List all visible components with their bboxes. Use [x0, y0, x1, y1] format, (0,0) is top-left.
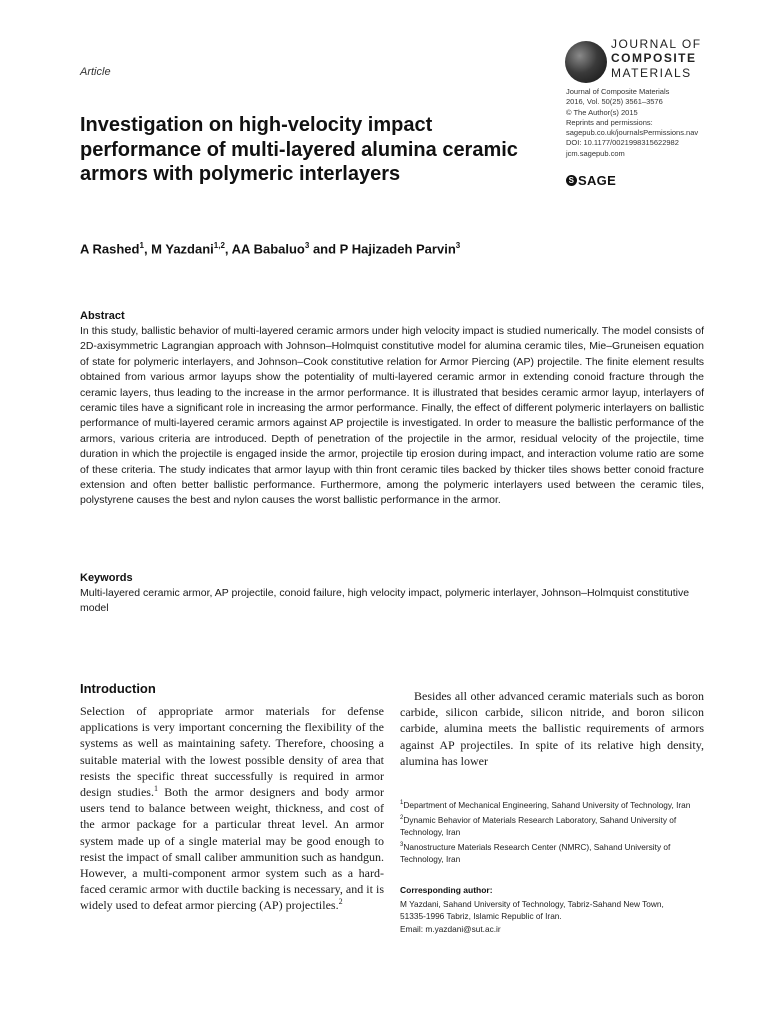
- author-separator: and: [309, 241, 340, 257]
- author-name: M Yazdani: [151, 241, 214, 257]
- author-separator: ,: [224, 241, 232, 257]
- corresponding-author-details: [400, 898, 706, 935]
- corresponding-author-heading: Corresponding author:: [400, 885, 493, 895]
- publication-info: [566, 87, 756, 159]
- pub-reprints-url[interactable]: sagepub.co.uk/journalsPermissions.nav: [566, 128, 699, 138]
- author-name: A Rashed: [80, 241, 140, 257]
- article-type-label: Article: [80, 66, 111, 78]
- pub-reprints: Reprints and permissions:: [566, 117, 653, 127]
- author-affiliation-ref: 1,2: [213, 241, 225, 250]
- author-list: [80, 241, 460, 256]
- introduction-left-column: [80, 703, 384, 914]
- affiliation-item: [400, 839, 706, 866]
- introduction-right-column: Besides all other advanced ceramic materials such as boron carbide, silicon carbide, silicon nitride, and boron silicon carbide, alumina meets the ballistic requirements of armors against AP projectiles. In spite of its relative high density, alumina has lower: [400, 689, 704, 768]
- author-affiliation-ref: 3: [455, 241, 461, 250]
- affiliation-number: 1: [400, 800, 404, 806]
- abstract-text: In this study, ballistic behavior of multi-layered ceramic armors under high velocity impact is studied numerically. The model consists of 2D-axisymmetric Lagrangian approach with Johnson–Holmquist constitutive model for alumina ceramic tiles, Mie–Gruneisen equation of state for polymeric interlayers, and Johnson–Cook constitutive relation for Armor Piercing (AP) projectile. The finite element results obtained from various armor layups show the potentiality of multi-layered ceramic armor in extending conoid fracture through the ceramic layers, thus leading to the increase in the armor performance. It is illustrated that besides ceramic armor layup, interlayers of ceramic tiles have a significant role in increasing the armor performance. Finally, the effect of different polymeric interlayers on ballistic performance of multi-layered ceramic armors against AP projectile is investigated. In order to measure the ballistic performance of the armors, various criteria are introduced. Depth of penetration of the projectile in the armor, residual velocity of the projectile, time duration in which the projectile is engaged inside the armor, projectile tip erosion during impact, and interaction volume ratio are some of these criteria. The study indicates that armor layup with thin front ceramic tiles backed by thicker tiles shows better conoid fracture extension and often better ballistic performance. Furthermore, among the polymeric interlayers used between the ceramic tiles, polystyrene causes the best and nylon causes the worst ballistic performance in the armor.: [80, 325, 704, 507]
- author-name: AA Babaluo: [231, 241, 305, 257]
- journal-logo-line2: COMPOSITE: [611, 51, 697, 65]
- pub-volume: 2016, Vol. 50(25) 3561–3576: [566, 97, 663, 107]
- affiliation-text: Nanostructure Materials Research Center (NMRC), Sahand University of Technology, Iran: [400, 841, 671, 865]
- citation-ref[interactable]: 2: [338, 897, 343, 907]
- corresponding-address-line: M Yazdani, Sahand University of Technology, Tabriz-Sahand New Town,: [400, 899, 664, 909]
- intro-paragraph-part: Selection of appropriate armor materials for defense applications is very important concerning the flexibility of the systems as well as maintaining safety. Therefore, choosing a suitable material with the lowest possible density of area that resists the specific threat successfully is required in armor design studies.: [80, 704, 384, 800]
- affiliations: [400, 797, 706, 866]
- author-name: P Hajizadeh Parvin: [339, 241, 456, 257]
- journal-logo-line3: MATERIALS: [611, 66, 692, 80]
- keywords-heading: Keywords: [80, 572, 133, 584]
- author-separator: ,: [143, 241, 152, 257]
- citation-ref[interactable]: 1: [153, 784, 158, 794]
- article-title: Investigation on high-velocity impact performance of multi-layered alumina ceramic armors with polymeric interlayers: [80, 114, 518, 185]
- pub-copyright: © The Author(s) 2015: [566, 107, 638, 117]
- affiliation-item: [400, 812, 706, 839]
- intro-paragraph-part: Both the armor designers and body armor users tend to balance between weight, thickness, and cost of the armor package for a particular threat level. An armor system made up of a single material may be good enough to resist the impact of small caliber ammunition such as handgun. However, a multi-component armor system such as a hard-faced ceramic armor with ductile backing is necessary, and it is widely used to defeat armor piercing (AP) projectiles.: [80, 785, 384, 913]
- author-affiliation-ref: 1: [139, 241, 144, 250]
- publisher-name: SAGE: [578, 173, 617, 188]
- pub-journal-name: Journal of Composite Materials: [566, 87, 670, 96]
- journal-logo: [565, 37, 715, 87]
- affiliation-number: 3: [400, 841, 404, 848]
- introduction-heading: Introduction: [80, 681, 156, 696]
- sage-s-icon: S: [566, 175, 577, 186]
- abstract-heading: Abstract: [80, 310, 125, 322]
- publisher-logo: [566, 173, 616, 188]
- corresponding-address-line: 51335-1996 Tabriz, Islamic Republic of Iran.: [400, 911, 562, 922]
- journal-logo-emblem: [565, 41, 607, 83]
- affiliation-text: Department of Mechanical Engineering, Sahand University of Technology, Iran: [403, 799, 691, 810]
- keywords-text: Multi-layered ceramic armor, AP projectile, conoid failure, high velocity impact, polymeric interlayer, Johnson–Holmquist constitutive model: [80, 587, 690, 615]
- affiliation-number: 2: [400, 814, 404, 821]
- corresponding-email[interactable]: Email: m.yazdani@sut.ac.ir: [400, 923, 501, 934]
- pub-site[interactable]: jcm.sagepub.com: [566, 148, 625, 158]
- pub-doi[interactable]: DOI: 10.1177/0021998315622982: [566, 138, 679, 148]
- affiliation-text: Dynamic Behavior of Materials Research Laboratory, Sahand University of Technology, Iran: [400, 814, 677, 838]
- affiliation-item: [400, 797, 706, 812]
- journal-logo-line1: JOURNAL OF: [611, 37, 702, 51]
- author-affiliation-ref: 3: [304, 241, 310, 250]
